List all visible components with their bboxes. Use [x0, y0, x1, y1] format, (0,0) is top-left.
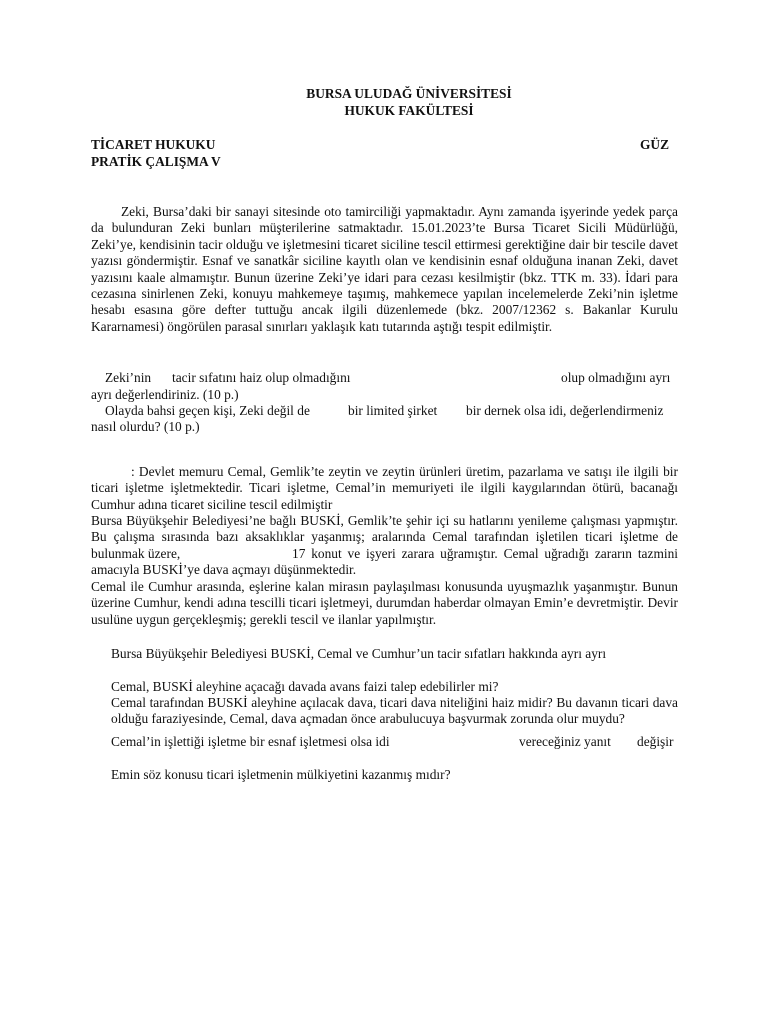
- question-4-part-b: vereceğiniz yanıt: [519, 734, 611, 749]
- case1-q1-part-c: olup olmadığını ayrı: [561, 370, 671, 385]
- question-4-part-c: değişir: [637, 734, 674, 749]
- question-1: Bursa Büyükşehir Belediyesi BUSKİ, Cemal ve Cumhur’un tacir sıfatları hakkında ayrı ayrı: [111, 646, 607, 661]
- question-5: Emin söz konusu ticari işletmenin mülkiyetini kazanmış mıdır?: [111, 767, 451, 782]
- case1-q2-part-b: bir limited şirket: [348, 403, 438, 418]
- case2-paragraph-3: [91, 579, 678, 628]
- case1-q2-part-d: nasıl olurdu? (10 p.): [91, 419, 200, 434]
- case1-text: Zeki, Bursa’daki bir sanayi sitesinde oto tamirciliği yapmaktadır. Aynı zamanda işyerinde yedek parça da bulunduran Zeki bunları müşterilerine satmaktadır. 15.01.2023’te Bursa Ticaret Sicili Müdürlüğü, Zeki’ye, kendisinin tacir olduğu ve işletmesini ticaret siciline tescil ettirmesi gerektiğine dair bir tescile davet yazısı göndermiştir. Esnaf ve sanatkâr siciline kayıtlı olan ve kendisinin esnaf olduğuna inanan Zeki, davet yazısını kaale almamıştır. Bunun üzerine Zeki’ye idari para cezası kesilmiştir (bkz. TTK m. 33). İdari para cezasına sinirlenen Zeki, konuyu mahkemeye taşımış, mahkemece yapılan incelemelerde Zeki’nin işletme hesabı esasına göre defter tuttuğu ancak ilgili düzenlemede (bkz. 2007/12362 s. Bakanlar Kurulu Kararnamesi) öngörülen parasal sınırları yaklaşık katı tutarında aştığı tespit edilmiştir.: [91, 204, 678, 334]
- case2-paragraph-2b: [91, 546, 678, 579]
- term-label: GÜZ: [640, 137, 670, 152]
- question-3: Cemal tarafından BUSKİ aleyhine açılacak dava, ticari dava niteliğini haiz midir? Bu davanın ticari dava olduğu faraziyesinde, Cemal, dava açmadan önce arabulucuya başvurmak zorunda olur muydu?: [111, 695, 678, 727]
- course-title: TİCARET HUKUKU: [91, 137, 216, 152]
- university-title: BURSA ULUDAĞ ÜNİVERSİTESİ: [306, 86, 512, 101]
- case2-p2b: 17 konut ve işyeri zarara uğramıştır. Cemal uğradığı zararın tazmini amacıyla BUSKİ’ye dava açmayı düşünmektedir.: [91, 546, 678, 578]
- case1-q2-part-a: Olayda bahsi geçen kişi, Zeki değil de: [105, 403, 310, 418]
- case1-q2-part-c: bir dernek olsa idi, değerlendirmeniz: [466, 403, 664, 418]
- case1-paragraph: [91, 204, 678, 335]
- question-2: Cemal, BUSKİ aleyhine açacağı davada avans faizi talep edebilirler mi?: [111, 679, 499, 694]
- question-3-block: [111, 695, 678, 728]
- case2-p3: Cemal ile Cumhur arasında, eşlerine kalan mirasın paylaşılması konusunda uyuşmazlık yaşanmıştır. Bunun üzerine Cumhur, kendi adına tescilli ticari işletmeyi, durumdan haberdar olmayan Emin’e devretmiştir. Devir usulüne uygun gerçekleşmiş; gerekli tescil ve ilanlar yapılmıştır.: [91, 579, 678, 627]
- question-4-part-a: Cemal’in işlettiği işletme bir esnaf işletmesi olsa idi: [111, 734, 390, 749]
- case2-p2a: Bursa Büyükşehir Belediyesi’ne bağlı BUSKİ, Gemlik’te şehir içi su hatlarını yenileme çalışması yapmıştır. Bu çalışma sırasında bazı aksaklıklar yaşanmış; aralarında Cemal tarafından işletilen ticari işletme de bulunmak üzere,: [91, 513, 678, 561]
- case1-q1-part-a: Zeki’nin: [105, 370, 152, 385]
- exercise-title: PRATİK ÇALIŞMA V: [91, 154, 221, 169]
- case1-q1-part-b: tacir sıfatını haiz olup olmadığını: [172, 370, 351, 385]
- faculty-title: HUKUK FAKÜLTESİ: [344, 103, 474, 118]
- case2-paragraph: [91, 464, 678, 513]
- case1-q1-part-d: ayrı değerlendiriniz. (10 p.): [91, 387, 239, 402]
- case2-lead: : Devlet memuru Cemal, Gemlik’te zeytin ve zeytin ürünleri üretim, pazarlama ve satışı ile ilgili bir ticari işletme işletmektedir. Ticari işletme, Cemal’in memuriyeti ile ilgili kaygılarından ötürü, bacanağı Cumhur adına ticaret siciline tescil edilmiştir: [91, 464, 678, 512]
